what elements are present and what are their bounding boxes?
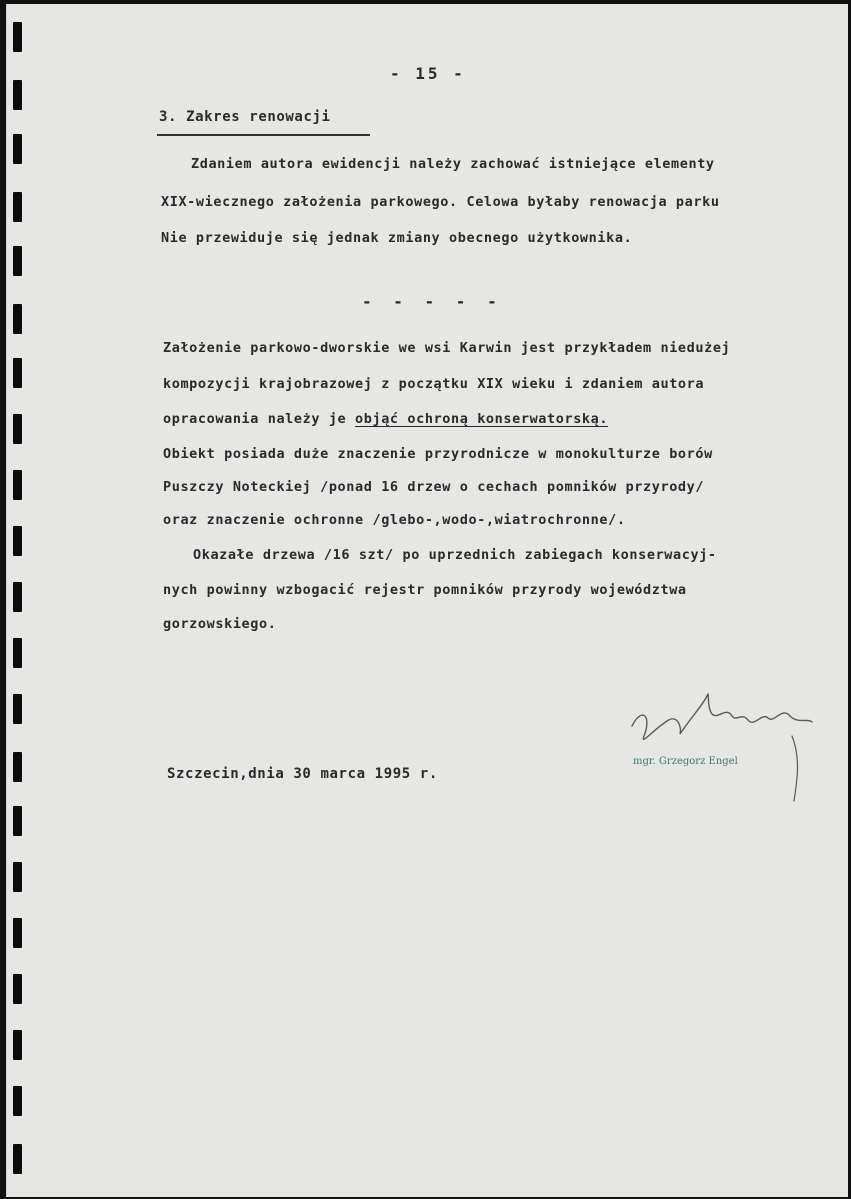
binding-hole [13,694,22,724]
binding-hole [13,134,22,164]
binding-hole [13,22,22,52]
summary-line-3-prefix: opracowania należy je [163,411,356,427]
handwritten-signature [622,676,822,806]
binding-hole [13,246,22,276]
heading-underline [157,134,370,136]
binding-hole [13,1086,22,1116]
page-number: - 15 - [390,64,466,83]
name-stamp: mgr. Grzegorz Engel [633,756,738,767]
binding-hole [13,304,22,334]
summary-line-5: Puszczy Noteckiej /ponad 16 drzew o cechach pomników przyrody/ [163,479,705,495]
section-line-1: Zdaniem autora ewidencji należy zachować istniejące elementy [191,156,715,172]
summary-line-3-underlined: objąć ochroną konserwatorską. [355,411,609,427]
binding-hole [13,862,22,892]
binding-hole [13,638,22,668]
summary-line-3 [163,411,608,427]
binding-holes [7,4,47,1197]
section-line-2: XIX-wiecznego założenia parkowego. Celowa byłaby renowacja parku [161,194,720,210]
binding-hole [13,806,22,836]
summary-line-1: Założenie parkowo-dworskie we wsi Karwin jest przykładem niedużej [163,340,731,356]
binding-hole [13,358,22,388]
binding-hole [13,526,22,556]
binding-hole [13,1030,22,1060]
binding-hole [13,974,22,1004]
place-and-date: Szczecin,dnia 30 marca 1995 r. [167,766,438,782]
summary-line-9: gorzowskiego. [163,616,277,632]
binding-hole [13,470,22,500]
binding-hole [13,192,22,222]
binding-hole [13,414,22,444]
summary-line-4: Obiekt posiada duże znaczenie przyrodnicze w monokulturze borów [163,446,713,462]
summary-line-8: nych powinny wzbogacić rejestr pomników przyrody województwa [163,582,687,598]
separator: - - - - - [362,292,503,311]
binding-hole [13,1144,22,1174]
binding-hole [13,80,22,110]
summary-line-7: Okazałe drzewa /16 szt/ po uprzednich zabiegach konserwacyj- [193,547,717,563]
document-page [6,4,848,1197]
section-heading: 3. Zakres renowacji [159,109,331,125]
binding-hole [13,752,22,782]
summary-line-2: kompozycji krajobrazowej z początku XIX wieku i zdaniem autora [163,376,705,392]
binding-hole [13,918,22,948]
section-line-3: Nie przewiduje się jednak zmiany obecnego użytkownika. [161,230,633,246]
binding-hole [13,582,22,612]
summary-line-6: oraz znaczenie ochronne /glebo-,wodo-,wiatrochronne/. [163,512,626,528]
